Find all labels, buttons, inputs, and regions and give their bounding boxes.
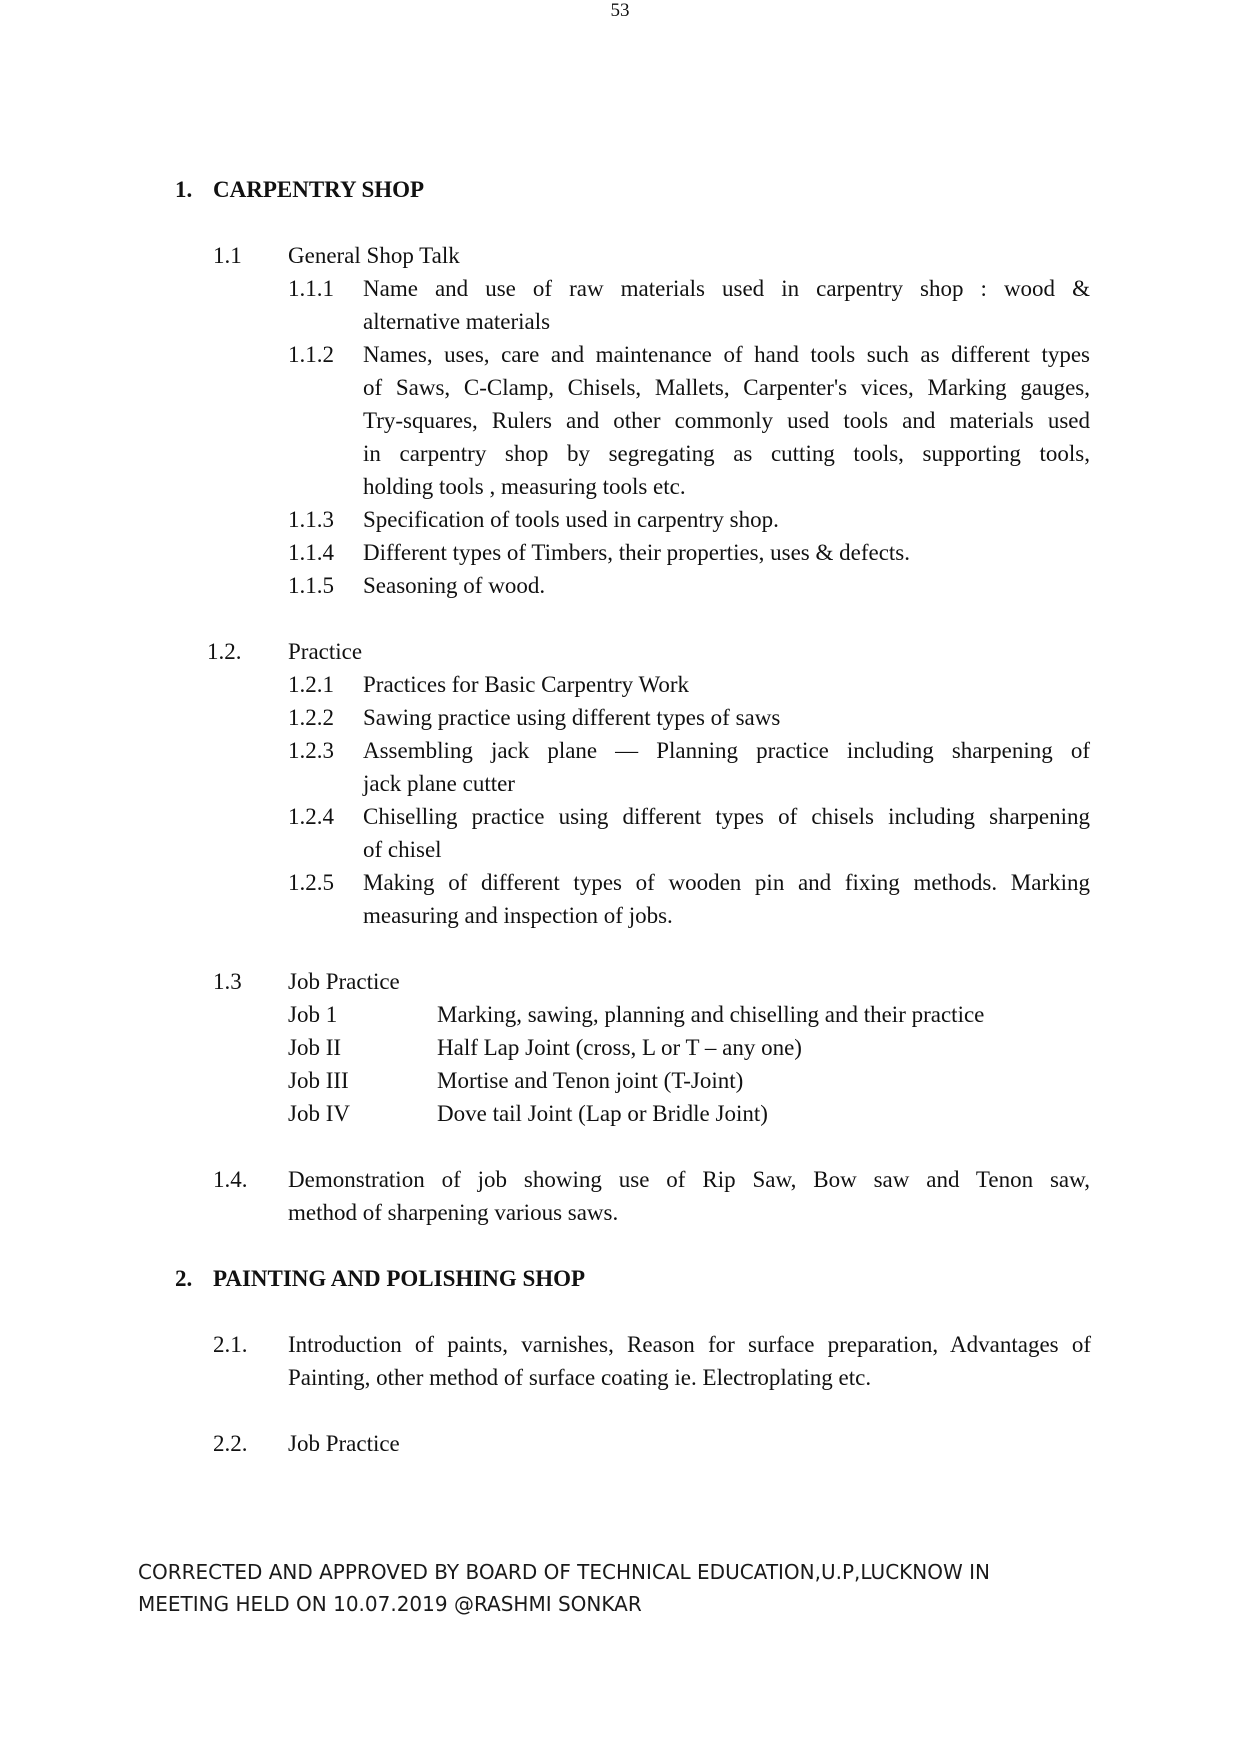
item-1-2-3-line-2: jack plane cutter [363, 771, 515, 796]
subsection-1-2-number: 1.2. [207, 639, 242, 664]
section-2-title: PAINTING AND POLISHING SHOP [213, 1266, 586, 1291]
item-1-1-5-number: 1.1.5 [288, 573, 334, 598]
item-1-2-5-line-2: measuring and inspection of jobs. [363, 903, 673, 928]
item-1-2-4-line-1: Chiselling practice using different types of chisels including sharpening [363, 804, 1090, 829]
footer-approval-line-2: MEETING HELD ON 10.07.2019 @RASHMI SONKAR [138, 1592, 642, 1616]
item-1-2-5-line-1: Making of different types of wooden pin and fixing methods. Marking [363, 870, 1090, 895]
item-1-1-4-number: 1.1.4 [288, 540, 334, 565]
subsection-2-2-number: 2.2. [213, 1431, 248, 1456]
item-1-2-4-number: 1.2.4 [288, 804, 334, 829]
item-1-1-3-number: 1.1.3 [288, 507, 334, 532]
job-label: Job III [288, 1068, 349, 1093]
job-description: Half Lap Joint (cross, L or T – any one) [437, 1035, 802, 1060]
item-1-2-2-text: Sawing practice using different types of saws [363, 705, 781, 730]
item-1-1-1-line-1: Name and use of raw materials used in carpentry shop : wood & [363, 276, 1090, 301]
item-1-1-2-line-5: holding tools , measuring tools etc. [363, 474, 686, 499]
job-description: Mortise and Tenon joint (T-Joint) [437, 1068, 744, 1093]
job-description: Marking, sawing, planning and chiselling and their practice [437, 1002, 985, 1027]
subsection-2-1-line-2: Painting, other method of surface coating ie. Electroplating etc. [288, 1365, 872, 1390]
job-label: Job IV [288, 1101, 350, 1126]
item-1-1-2-line-3: Try-squares, Rulers and other commonly used tools and materials used [363, 408, 1090, 433]
item-1-2-1-number: 1.2.1 [288, 672, 334, 697]
subsection-2-1-line-1: Introduction of paints, varnishes, Reason for surface preparation, Advantages of [288, 1332, 1091, 1357]
item-1-1-1-line-2: alternative materials [363, 309, 551, 334]
subsection-1-1-title: General Shop Talk [288, 243, 460, 268]
item-1-2-5-number: 1.2.5 [288, 870, 334, 895]
item-1-2-3-line-1: Assembling jack plane — Planning practice including sharpening of [363, 738, 1090, 763]
section-1-number: 1. [175, 177, 193, 202]
section-2-number: 2. [175, 1266, 193, 1291]
job-label: Job 1 [288, 1002, 338, 1027]
subsection-1-4-line-1: Demonstration of job showing use of Rip Saw, Bow saw and Tenon saw, [288, 1167, 1090, 1192]
item-1-1-2-line-2: of Saws, C-Clamp, Chisels, Mallets, Carpenter's vices, Marking gauges, [363, 375, 1090, 400]
page-number: 53 [610, 0, 630, 21]
subsection-1-4-number: 1.4. [213, 1167, 248, 1192]
item-1-1-5-text: Seasoning of wood. [363, 573, 546, 598]
item-1-1-2-number: 1.1.2 [288, 342, 334, 367]
job-label: Job II [288, 1035, 342, 1060]
subsection-1-2-title: Practice [288, 639, 363, 664]
item-1-1-2-line-1: Names, uses, care and maintenance of hand tools such as different types [363, 342, 1090, 367]
footer-approval-line-1: CORRECTED AND APPROVED BY BOARD OF TECHNICAL EDUCATION,U.P,LUCKNOW IN [138, 1560, 990, 1584]
item-1-2-3-number: 1.2.3 [288, 738, 334, 763]
subsection-1-4-line-2: method of sharpening various saws. [288, 1200, 619, 1225]
item-1-2-1-text: Practices for Basic Carpentry Work [363, 672, 690, 697]
subsection-2-2-title: Job Practice [288, 1431, 400, 1456]
subsection-1-3-title: Job Practice [288, 969, 400, 994]
item-1-1-2-line-4: in carpentry shop by segregating as cutting tools, supporting tools, [363, 441, 1090, 466]
item-1-1-1-number: 1.1.1 [288, 276, 334, 301]
subsection-1-3-number: 1.3 [213, 969, 242, 994]
job-description: Dove tail Joint (Lap or Bridle Joint) [437, 1101, 768, 1126]
item-1-2-4-line-2: of chisel [363, 837, 442, 862]
section-1-title: CARPENTRY SHOP [213, 177, 425, 202]
subsection-2-1-number: 2.1. [213, 1332, 248, 1357]
subsection-1-1-number: 1.1 [213, 243, 242, 268]
item-1-1-3-text: Specification of tools used in carpentry shop. [363, 507, 779, 532]
item-1-2-2-number: 1.2.2 [288, 705, 334, 730]
item-1-1-4-text: Different types of Timbers, their properties, uses & defects. [363, 540, 910, 565]
